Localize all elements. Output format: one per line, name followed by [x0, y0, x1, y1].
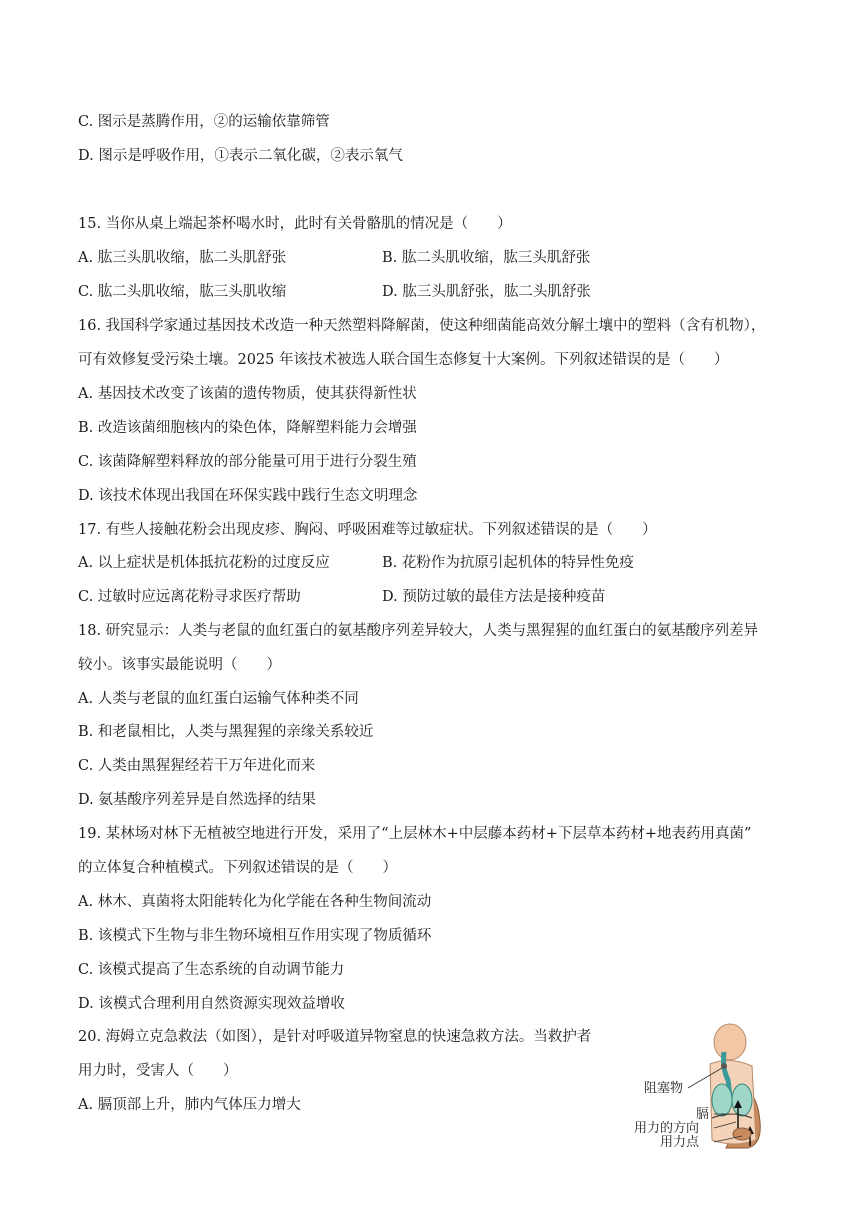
q20-option-a: A. 膈顶部上升，肺内气体压力增大 — [78, 1097, 301, 1113]
q17-option-c: C. 过敏时应远离花粉寻求医疗帮助 — [78, 589, 301, 605]
label-diaphragm: 膈 — [696, 1107, 710, 1122]
q17-stem: 17. 有些人接触花粉会出现皮疹、胸闷、呼吸困难等过敏症状。下列叙述错误的是（ ） — [78, 522, 657, 538]
lung-left — [712, 1084, 732, 1116]
q14-option-c: C. 图示是蒸腾作用，②的运输依靠筛管 — [78, 114, 330, 130]
q20-stem-line1: 20. 海姆立克急救法（如图），是针对呼吸道异物窒息的快速急救方法。当救护者 — [78, 1029, 592, 1045]
heimlich-figure — [630, 1022, 780, 1150]
q16-stem-line2: 可有效修复受污染土壤。2025 年该技术被选人联合国生态修复十大案例。下列叙述错误的是（ ） — [78, 352, 729, 368]
label-force-point: 用力点 — [660, 1135, 700, 1150]
q16-option-b: B. 改造该菌细胞核内的染色体，降解塑料能力会增强 — [78, 420, 417, 436]
q18-option-b: B. 和老鼠相比，人类与黑猩猩的亲缘关系较近 — [78, 724, 374, 740]
q19-option-b: B. 该模式下生物与非生物环境相互作用实现了物质循环 — [78, 928, 432, 944]
victim-head — [714, 1024, 746, 1060]
q19-stem-line2: 的立体复合种植模式。下列叙述错误的是（ ） — [78, 860, 397, 876]
q19-stem-line1: 19. 某林场对林下无植被空地进行开发，采用了“上层林木+中层藤本药材+下层草本药材+地表药用真菌” — [78, 826, 752, 842]
q15-option-c: C. 肱二头肌收缩，肱三头肌收缩 — [78, 284, 287, 300]
rescuer-fist — [733, 1128, 751, 1140]
q15-option-a: A. 肱三头肌收缩，肱二头肌舒张 — [78, 250, 287, 266]
q18-stem-line2: 较小。该事实最能说明（ ） — [78, 657, 281, 673]
q15-option-b: B. 肱二头肌收缩，肱三头肌舒张 — [382, 250, 591, 266]
q16-option-a: A. 基因技术改变了该菌的遗传物质，使其获得新性状 — [78, 386, 417, 402]
q19-option-a: A. 林木、真菌将太阳能转化为化学能在各种生物间流动 — [78, 894, 432, 910]
q15-stem: 15. 当你从桌上端起茶杯喝水时，此时有关骨骼肌的情况是（ ） — [78, 216, 512, 232]
q16-option-c: C. 该菌降解塑料释放的部分能量可用于进行分裂生殖 — [78, 454, 417, 470]
q20-stem-line2: 用力时，受害人（ ） — [78, 1063, 238, 1079]
q17-option-d: D. 预防过敏的最佳方法是接种疫苗 — [382, 589, 606, 605]
label-force-direction: 用力的方向 — [634, 1121, 700, 1136]
q18-option-d: D. 氨基酸序列差异是自然选择的结果 — [78, 792, 316, 808]
q17-option-b: B. 花粉作为抗原引起机体的特异性免疫 — [382, 555, 634, 571]
q19-option-d: D. 该模式合理利用自然资源实现效益增收 — [78, 996, 345, 1012]
q16-stem-line1: 16. 我国科学家通过基因技术改造一种天然塑料降解菌，使这种细菌能高效分解土壤中的塑料（含有机物）， — [78, 318, 766, 334]
label-obstruction: 阻塞物 — [644, 1081, 684, 1096]
q18-option-a: A. 人类与老鼠的血红蛋白运输气体种类不同 — [78, 691, 359, 707]
q17-option-a: A. 以上症状是机体抵抗花粉的过度反应 — [78, 555, 330, 571]
q19-option-c: C. 该模式提高了生态系统的自动调节能力 — [78, 962, 345, 978]
q16-option-d: D. 该技术体现出我国在环保实践中践行生态文明理念 — [78, 488, 418, 504]
q18-option-c: C. 人类由黑猩猩经若干万年进化而来 — [78, 758, 316, 774]
q18-stem-line1: 18. 研究显示：人类与老鼠的血红蛋白的氨基酸序列差异较大，人类与黑猩猩的血红蛋白的氨基酸序列差异 — [78, 623, 759, 639]
lung-right — [732, 1084, 752, 1116]
q15-option-d: D. 肱三头肌舒张，肱二头肌舒张 — [382, 284, 591, 300]
q14-option-d: D. 图示是呼吸作用，①表示二氧化碳，②表示氧气 — [78, 148, 403, 164]
